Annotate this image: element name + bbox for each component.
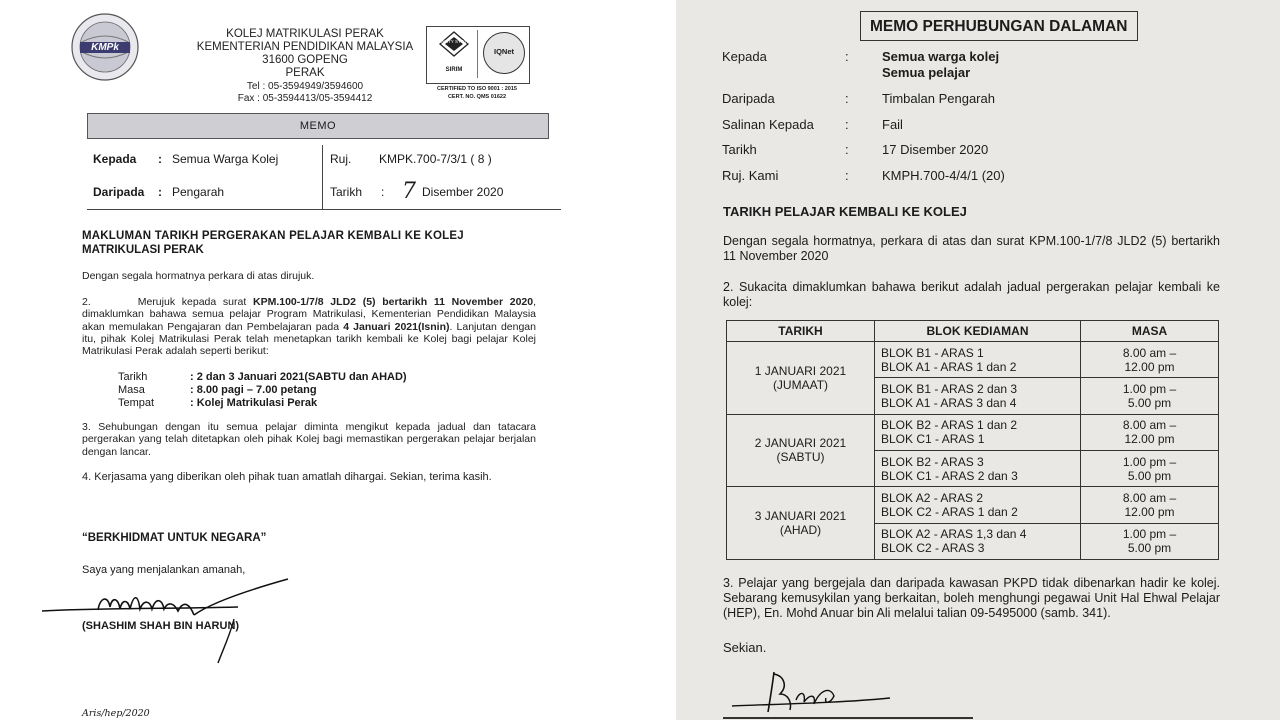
cert-line-1: CERTIFIED TO ISO 9001 : 2015	[437, 86, 517, 92]
blok-cell	[875, 378, 1081, 414]
header-masa: MASA	[1081, 321, 1219, 342]
day-text: (AHAD)	[779, 523, 822, 538]
blok-line: BLOK A1 - ARAS 1 dan 2	[881, 359, 1017, 374]
header-tarikh: TARIKH	[727, 321, 875, 342]
date-text: 2 JANUARI 2021	[754, 436, 847, 451]
date-cell	[727, 414, 875, 487]
schedule-tempat-label: Tempat	[118, 397, 155, 409]
field-ruj-value: KMPH.700-4/4/1 (20)	[882, 168, 1005, 183]
paragraph-3: 3. Sehubungan dengan itu semua pelajar diminta mengikut kepada jadual dan tatacara pergerakan yang telah ditetapkan oleh pihak Kolej bagi memastikan pergerakan pelajar berjalan dengan lancar.	[82, 421, 536, 458]
field-tarikh-label: Tarikh	[722, 142, 757, 157]
blok-cell	[875, 414, 1081, 450]
masa-line: 12.00 pm	[1124, 359, 1175, 374]
blok-line: BLOK C1 - ARAS 1	[881, 432, 985, 447]
schedule-tarikh-value: : 2 dan 3 Januari 2021(SABTU dan AHAD)	[190, 371, 407, 383]
masa-line: 1.00 pm –	[1122, 381, 1177, 396]
cert-line-2: CERT. NO. QMS 01622	[447, 94, 507, 100]
blok-line: BLOK B1 - ARAS 1	[881, 345, 984, 360]
blok-cell	[875, 450, 1081, 486]
sirim-text: SIRIM	[445, 67, 463, 73]
blok-line: BLOK C2 - ARAS 1 dan 2	[881, 504, 1018, 519]
logo-text: KMPk	[91, 42, 119, 53]
paragraph-4: 4. Kerjasama yang diberikan oleh pihak tuan amatlah dihargai. Sekian, terima kasih.	[82, 471, 492, 483]
schedule-masa-value: : 8.00 pagi – 7.00 petang	[190, 384, 317, 396]
greeting-paragraph: Dengan segala hormatnya perkara di atas dirujuk.	[82, 270, 315, 282]
motto: “BERKHIDMAT UNTUK NEGARA”	[82, 532, 267, 544]
table-row	[727, 342, 1219, 378]
masa-cell	[1081, 523, 1219, 559]
right-signatory-cropped	[723, 714, 973, 720]
college-name: KOLEJ MATRIKULASI PERAK	[226, 28, 384, 40]
masa-line: 12.00 pm	[1124, 432, 1175, 447]
masa-line: 5.00 pm	[1127, 541, 1172, 556]
ruj-label: Ruj.	[330, 152, 352, 166]
blok-line: BLOK A2 - ARAS 2	[881, 490, 984, 505]
quality-system-badge	[431, 30, 478, 78]
masa-line: 8.00 am –	[1122, 418, 1177, 433]
field-kepada-label: Kepada	[722, 49, 767, 64]
blok-cell	[875, 523, 1081, 559]
field-salinan-value: Fail	[882, 117, 903, 132]
tarikh-label: Tarikh	[330, 185, 363, 199]
masa-cell	[1081, 342, 1219, 378]
blok-line: BLOK B1 - ARAS 2 dan 3	[881, 381, 1018, 396]
signatory-name: (SHASHIM SHAH BIN HARUN)	[82, 620, 240, 632]
day-text: (JUMAAT)	[772, 377, 829, 392]
para2-start-date: 4 Januari 2021(Isnin)	[343, 320, 450, 333]
tarikh-colon: :	[381, 185, 385, 199]
field-daripada-colon: :	[845, 91, 849, 106]
masa-line: 5.00 pm	[1127, 395, 1172, 410]
field-ruj-colon: :	[845, 168, 849, 183]
masa-cell	[1081, 414, 1219, 450]
right-paragraph-3: 3. Pelajar yang bergejala dan daripada kawasan PKPD tidak dibenarkan hadir ke kolej. Sebarang kemusykilan yang berkaitan, boleh menghungi pegawai Unit Hal Ehwal Pelajar (HEP), En. Mohd Anuar bin Ali melalui talian 09-5495000 (samb. 341).	[723, 576, 1220, 620]
schedule-masa-label: Masa	[118, 384, 145, 396]
schedule-tarikh-label: Tarikh	[118, 371, 148, 383]
masa-line: 1.00 pm –	[1122, 527, 1177, 542]
right-closing: Sekian.	[723, 640, 767, 655]
iqnet-badge	[483, 32, 525, 74]
right-subject: TARIKH PELAJAR KEMBALI KE KOLEJ	[723, 204, 967, 219]
state: PERAK	[285, 67, 325, 79]
masa-line: 8.00 am –	[1122, 345, 1177, 360]
field-salinan-label: Salinan Kepada	[722, 117, 814, 132]
right-paragraph-2: 2. Sukacita dimaklumkan bahawa berikut adalah jadual pergerakan pelajar kembali ke kolej:	[723, 280, 1220, 309]
para2-text-b: , dimaklumkan bahawa semua pelajar Program Matrikulasi, Kementerian Pendidikan Malaysia akan memulakan Pengajaran dan Pembelajaran pada	[82, 296, 537, 333]
table-row	[727, 414, 1219, 450]
field-kepada-value-2: Semua pelajar	[882, 65, 971, 80]
field-tarikh-colon: :	[845, 142, 849, 157]
certification-badges	[426, 26, 530, 84]
header-divider-vertical	[322, 145, 323, 209]
field-tarikh-value: 17 Disember 2020	[882, 142, 989, 157]
date-cell	[727, 487, 875, 560]
fax-line: Fax : 05-3594413/05-3594412	[237, 93, 373, 104]
field-daripada-label: Daripada	[722, 91, 775, 106]
kepada-value: Semua Warga Kolej	[172, 152, 279, 166]
masa-cell	[1081, 450, 1219, 486]
masa-line: 8.00 am –	[1122, 490, 1177, 505]
para2-text-a: Merujuk kepada surat	[137, 296, 253, 308]
header-divider-horizontal	[87, 209, 561, 210]
blok-line: BLOK B2 - ARAS 1 dan 2	[881, 418, 1018, 433]
daripada-value: Pengarah	[172, 185, 225, 199]
kepada-colon: :	[158, 152, 162, 166]
date-cell	[727, 342, 875, 415]
panel-gap	[640, 0, 676, 720]
masa-cell	[1081, 378, 1219, 414]
right-paragraph-1: Dengan segala hormatnya, perkara di atas dan surat KPM.100-1/7/8 JLD2 (5) bertarikh 11 November 2020	[723, 234, 1220, 263]
quality-system-text: QUALITY SYSTEM	[434, 39, 474, 44]
field-daripada-value: Timbalan Pengarah	[882, 91, 995, 106]
blok-line: BLOK A1 - ARAS 3 dan 4	[881, 395, 1017, 410]
field-kepada-value-1: Semua warga kolej	[882, 49, 1000, 64]
schedule-tempat-value: : Kolej Matrikulasi Perak	[190, 397, 318, 409]
date-text: 3 JANUARI 2021	[754, 509, 847, 524]
daripada-label: Daripada	[93, 185, 145, 199]
paragraph-2	[82, 296, 536, 357]
postcode: 31600 GOPENG	[262, 54, 348, 66]
para2-text-c: . Lanjutan dengan itu, pihak Kolej Matrikulasi Perak telah menetapkan tarikh kembali ke Kolej bagi pelajar Kolej Matrikulasi Perak adalah seperti berikut:	[82, 320, 536, 358]
closing-line: Saya yang menjalankan amanah,	[82, 564, 246, 576]
memo-title-bar: MEMO	[87, 113, 549, 139]
blok-cell	[875, 342, 1081, 378]
masa-line: 1.00 pm –	[1122, 454, 1177, 469]
phone-line: Tel : 05-3594949/3594600	[246, 81, 364, 92]
right-memo-title: MEMO PERHUBUNGAN DALAMAN	[870, 18, 1128, 35]
date-text: 1 JANUARI 2021	[754, 363, 847, 378]
kepada-label: Kepada	[93, 152, 137, 166]
para2-number: 2.	[82, 296, 91, 308]
blok-line: BLOK C1 - ARAS 2 dan 3	[881, 468, 1018, 483]
footer-reference: Aris/hep/2020	[82, 708, 150, 719]
masa-line: 12.00 pm	[1124, 504, 1175, 519]
table-row	[727, 487, 1219, 523]
iqnet-text: IQNet	[493, 47, 514, 56]
ruj-value: KMPK.700-7/3/1 ( 8 )	[379, 152, 492, 166]
table-header-row	[727, 321, 1219, 342]
daripada-colon: :	[158, 185, 162, 199]
masa-line: 5.00 pm	[1127, 468, 1172, 483]
subject-line-2: MATRIKULASI PERAK	[82, 244, 204, 256]
field-kepada-colon: :	[845, 49, 849, 64]
day-text: (SABTU)	[776, 450, 825, 465]
blok-cell	[875, 487, 1081, 523]
kmpk-logo	[70, 12, 140, 82]
para2-reference: KPM.100-1/7/8 JLD2 (5) bertarikh 11 November 2020	[252, 296, 534, 308]
header-blok: BLOK KEDIAMAN	[875, 321, 1081, 342]
blok-line: BLOK C2 - ARAS 3	[881, 541, 985, 556]
blok-line: BLOK B2 - ARAS 3	[881, 454, 984, 469]
ministry-name: KEMENTERIAN PENDIDIKAN MALAYSIA	[196, 41, 414, 53]
schedule-table	[726, 320, 1219, 560]
tarikh-day-handwritten: 7	[402, 179, 416, 204]
blok-line: BLOK A2 - ARAS 1,3 dan 4	[881, 527, 1027, 542]
field-salinan-colon: :	[845, 117, 849, 132]
tarikh-value: Disember 2020	[422, 185, 504, 199]
subject-line-1: MAKLUMAN TARIKH PERGERAKAN PELAJAR KEMBALI KE KOLEJ	[82, 230, 464, 242]
masa-cell	[1081, 487, 1219, 523]
field-ruj-label: Ruj. Kami	[722, 168, 779, 183]
signature-right	[730, 660, 900, 720]
